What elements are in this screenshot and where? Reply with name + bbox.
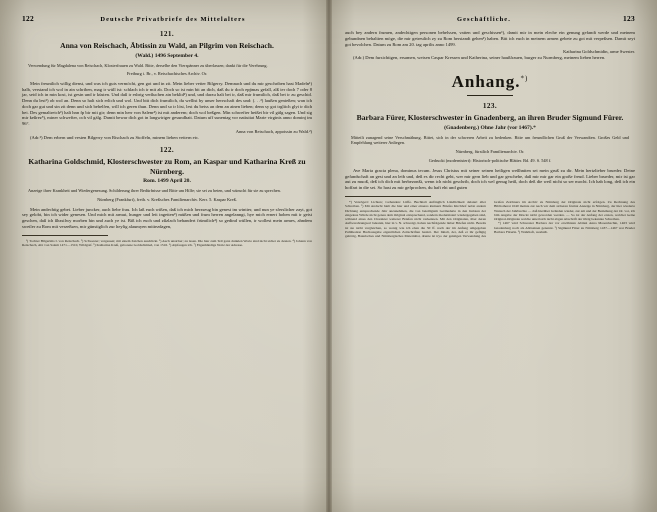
entry-source: Nürnberg, fürstlich Familienarchiv. Or. <box>455 148 525 154</box>
entry-regest: Mitteilt zunagend seine Verschmähung. Bittet, sich in der schweren Arbeit zu bedenken. Bitte um freundlichen Gruß der Verwandten. Großes Geld und Empfehlung weiterer Anliegen. <box>351 134 629 146</box>
entry-number: 123. <box>482 102 498 111</box>
folio-number-left: 122 <box>22 14 34 23</box>
entry-number: 122. <box>159 146 175 155</box>
entry-source-printed: Gedruckt (modernisiert): Historisch-politische Blätter. Bd. 49. S. 548 f. <box>428 158 552 164</box>
entry-number: 121. <box>159 30 175 38</box>
entry-source: Freiburg i. Br., v. Reischachisches Archiv. Or. <box>126 71 208 77</box>
entry-title: Anna von Reischach, Äbtissin zu Wald, an Pilgrim von Reischach. <box>60 41 274 51</box>
appendix-heading <box>345 71 635 92</box>
right-page-header <box>345 14 635 23</box>
right-column-body <box>345 30 635 238</box>
entry-123 <box>345 102 635 191</box>
entry-paragraph: Ave Maria gracia plena, dominus tecum. Jesus Christus mit seiner seinen heiligen weßhniten sei mein gruß zu dir. Mein hertzlieber brueder. Deine gefandschaft an gest und an leib und, deß es dir recht geht, wer mir gern lieb und gar geschehe, daß mir mir gar ein große freud. Lieber brueder, mir ist gar aut zu muoß, deß ich dich mit herbezonßt, wenn ich nicht geschrib, doch ich wel genug heiß, doch deß die weil nicht so ser mocht. Ich hab long, deß ich ein hoffart in die sei. So hast zu mir gefprochen, du haft eht und guten <box>345 167 635 191</box>
footnote-text: ¹) Tochter Bilgerims I. von Reischach. ²) Schwester; vergessen; mit einem Zeichen ausdrückt. ³) Auch unsicher; zu lesen. Die hier zum Teil ganz dunklen Worte sind nicht sicher zu deuten. ⁴) Johann von Reischach, Abt von Salem 1471—1510, Wildgraf. ⁵) Katharina Kreß, geborene Goldschmied, von 1516. ⁶) Alpfaugen ich. ⁷) Eigenhändige Notiz der Adresse. <box>22 238 312 247</box>
appendix-footnote-marker: *) <box>520 74 529 83</box>
footnote-rule <box>345 196 431 197</box>
running-head-left: Deutsche Privatbriefe des Mittelalters <box>100 16 246 23</box>
entry-regest: Anzeige ihrer Krankheit und Wiedergenesung. Schilderung ihrer Bedürfnisse und Bitte um Hilfe; sie sei zu beten, und wünscht für sie zu sprechen. <box>28 188 281 194</box>
entry-dateline: (Wald.) 1496 September 4. <box>135 52 199 59</box>
footnote-block-left <box>22 239 312 248</box>
letter-address: (Adr.) Dem fursichtigen, ersamen, weisen Caspar Kressen und Katherina, seiner haußfrauen, burger zu Nurmberg, meinem lieben herren. <box>353 55 606 60</box>
entry-121 <box>22 30 312 140</box>
entry-title: Barbara Fürer, Klosterschwester in Gnadenberg, an ihren Bruder Sigmund Fürer. <box>356 113 624 123</box>
letter-signature: Katharina Goldschmidin, arme Swester. <box>563 49 635 55</box>
entry-paragraph: Mein freuntlich willig dienst, und was ich guts vermöcht, gen got und in zit. Mein lieber vetter Bilgerry. Demnach und du mir geschriben hast Madeln¹) halb, verstand ich wol in ain schriben, mag ir wüll ist: schlach ich ir mit ab. Doch so ist min bit an dich, daß du ir doch epp̈mas gefall, alß ier doch 7 oder 8 jar, seid ich in min kost, ist gesin und ir küsten. Und daß ir esbrig verßuchen ain beklid²) und, und darzu halt bei ir, daß mir frumtlich, daß bei ir zu geschid. Denn du lest³) ob wol an. Denn so halt sich erlich und wol. Und bitt dich frumtlich, du wellist by unser herrschaft des und: (. . .²) laußen genießen; wan ich doch gar gut und sin zit denn und sich behelfen, will ich geren thun. Denn und so ir löst, lest du beiss an dem an ainen lieben; denn sy got trgliich glyt ir dich bei. Des gemaltreich³) halt hnn fp bir mit gir; denn min herr von Salem⁴) ist mit anderem; doch wol beßgen. Min schwefter heißet bir vil gälg sagen. Und sig mir keßrez⁵), miner schwefter, och vil gälg. Damit bewar dich got in langwiriger gesundhait. Datum uff sunentag vor natiuitat Marie virginis anno dominj im 96°. <box>22 80 312 127</box>
footnote-text: *) 1467 wird Schwester Barbara der vor erwähnten Abtissi Anna Mosenbachin, 1463 wird Gnadenberg noch als Abtissinen genannt. ²) Sigmund Fürer zu Nürnberg 1437—1467 war Bruder Barbara Fürerin. ³) Wahrhaft, weshalb. <box>494 221 635 234</box>
running-head-right: Geschäftliche. <box>457 16 511 23</box>
right-page <box>329 0 657 512</box>
folio-number-right: 123 <box>623 14 635 23</box>
entry-signature: Anna von Reischach, appoissin zu Wald.²) <box>235 128 312 134</box>
entry-regest: Verwendung für Magdalena von Reischach, Klosterfrauen zu Wald. Bitte, derselbe den Vierspänner zu überlassen; dankt für die Verehrung. <box>28 62 268 68</box>
left-column-body <box>22 30 312 247</box>
footnote-text: *) Verzögert: Lichten; vorhanden: Lüffe. Buchhalt Anfänglich Ländlichkeit delaiert aller Schreiben. ²) Mit Andacht hielt die hier und einer eineres kleinern Briefes Kirchhof nebst andern Dichtung entsprechende Jahr anzunehmen, die von beteiligtem Germaderte in den Juristen der eingeleus Würde nicht genau dem Original entsprechend, sondern modernisiert wiedergegeben sind, während eines den Charakter weiterer Briefen nicht verkennen. Mit den Originalen, über deren Aufbewahrungsort bekannt, hier in v. N. schweigt, haben nachfolgende lieber Briefen nicht. Bereits ist sie nicht vergleichen, so wenig wie ich eben die 50 ff. nach der im Anfang umgegeben Publikation Buchausgabe eigentlichen Zeitschriften besitzt. Der Inhalt, der, deß er ihr gefügig gehörig, Baierisches und Nürnbergisches Materialist, drunte ist tryo der geistigen Verwendung des Grafen Zeichners im Archiv zu Nürnberg der Originale nicht erfolgen. Zu Rechnung des Bibliotherat 1040 meinte zur nach wir dem sicheren frumat Anzeige in Nürnberg, der hier wiederte Wunsch der Jahrbuchte — daß hierüber Gründen wieder, zur am und der Beziehung der Or. vor, ich bim Angabe der Druckt nicht geworden werden. — So ist der Anfang der ersten, welcher keine Original-Originale welche unterloich nicht abgen Abschrift der übrig bekannte Schreiben. <box>345 200 635 239</box>
entry-paragraph: Mein andechtig gebet. Lieber juncker, auch liebe frau. Ich laß euch wißen, daß ich mich herzseug bin genest im wintter, und nun ye sferslicher zayt, got sey gelobt, bin ich wider genesen. Und mich mit armut, hunger und leit ingetten³) müßen und frum herren angelanngt, hye mich ernert hoben mit ir geist geschen, daß ich ßhzsilwy morben hin und auch ye ist. Biß ich euch und zßzlach behandert frümtlich⁴) so gedind wüllen, ir wollest mein armes, ahndem sweiler zu Rom mit verzeßsen, mir günstiglich zur heylig alaumyen mittezdagen, <box>22 206 312 229</box>
left-page <box>0 0 328 512</box>
entry-source: Nürnberg (Frankfurt), freih. v. Kreßsches Familienarchiv. Kerr. 5. Kaspar Kreß. <box>97 197 237 203</box>
entry-title: Katharina Goldschmid, Klosterschwester zu Rom, an Kaspar und Katharina Kreß zu Nürnberg. <box>28 157 306 176</box>
left-page-header <box>22 14 312 23</box>
entry-dateline: Rom. 1499 April 20. <box>143 178 191 185</box>
heading-rule <box>467 95 513 96</box>
footnote-block-right <box>345 200 635 238</box>
continued-paragraph: auch bey andern frumen, andechtigen personen behelssen, vatten und geschissen¹), damit mir in mein eleche ein genung gefandt werde und meinem gebundnen behaltten möge, die mir getreulich zy zu Rom herstandt gehen²) haben. Bitt ich euch in meinem armen gebete zu got mit verpeßsen. Damit seyt got bevolchen. Datum zu Rom am 20. tag aprilis anno 1499. <box>345 30 635 47</box>
footnote-rule <box>22 235 108 236</box>
entry-122 <box>22 146 312 229</box>
entry-dateline: (Gnadenberg.) Ohne Jahr (vor 1467).* <box>444 124 536 131</box>
entry-address: (Adr.²) Dem erbern und vesten Bilgerry von Rischach zu Stoffeln, minem lieben vettern etc. <box>30 134 200 140</box>
appendix-heading-text: Anhang. <box>451 71 521 91</box>
